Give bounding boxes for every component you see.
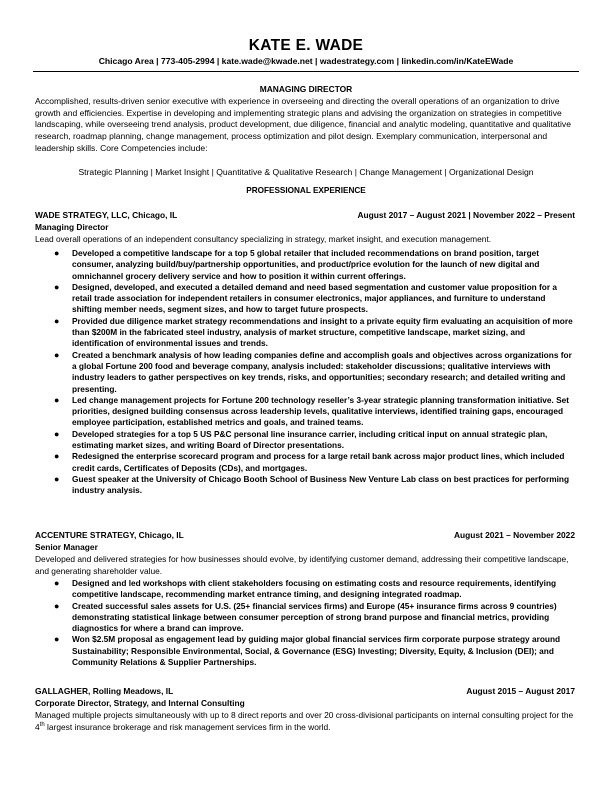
bullet-text: Developed strategies for a top 5 US P&C personal line insurance carrier, including critical input on annual strategic plan, estimating market sizes, and writing Board of Director presentations. bbox=[72, 428, 548, 451]
job-bullets bbox=[54, 578, 576, 668]
job-dates: August 2015 – August 2017 bbox=[466, 686, 575, 696]
bullet-text: Redesigned the enterprise scorecard program and process for a large retail bank across major product lines, which included credit cards, Certificates of Deposits (CDs), and mortgages. bbox=[72, 451, 565, 473]
list-item bbox=[54, 474, 576, 497]
list-item bbox=[54, 316, 576, 350]
job-header bbox=[35, 686, 575, 698]
summary-title: MANAGING DIRECTOR bbox=[259, 84, 353, 94]
bullet-icon: ● bbox=[54, 248, 60, 258]
bullet-text: Won $2.5M proposal as engagement lead by guiding major global financial services firm corporate purpose strategy around Sustainability; Responsible Environmental, Social, & Governance (ESG) Investing; Diversity, Equity, & Inclusion (DEI); and Community Relations & Supplier Partnerships. bbox=[72, 634, 561, 668]
ordinal-suffix: th bbox=[39, 721, 45, 728]
bullet-text: Created successful sales assets for U.S. (25+ financial services firms) and Europe (45+ insurance firms across 9 countries) demonstrating statistical linkage between consumer perception of strong brand purpose and financial metrics, providing diagnostics for where a brand can improve. bbox=[72, 600, 557, 634]
description-text: largest insurance brokerage and risk management services firm in the world. bbox=[44, 721, 331, 732]
job-company: GALLAGHER, Rolling Meadows, IL bbox=[35, 686, 174, 696]
bullet-icon: ● bbox=[54, 473, 60, 484]
job-dates: August 2017 – August 2021 | November 2022 – Present bbox=[357, 210, 575, 220]
header-divider bbox=[33, 71, 579, 72]
job-company: WADE STRATEGY, LLC, Chicago, IL bbox=[35, 210, 178, 220]
job-description: Lead overall operations of an independent consultancy specializing in strategy, market insight, and execution management. bbox=[35, 234, 492, 244]
core-competencies: Strategic Planning | Market Insight | Quantitative & Qualitative Research | Change Management | Organizational Design bbox=[78, 167, 534, 177]
bullet-icon: ● bbox=[54, 315, 60, 326]
job-description bbox=[35, 710, 580, 733]
bullet-icon: ● bbox=[54, 394, 60, 405]
job-role: Senior Manager bbox=[35, 542, 98, 552]
job-description: Developed and delivered strategies for how businesses should evolve, by identifying customer demand, addressing their competitive landscape, and generating shareholder value. bbox=[35, 554, 569, 576]
job-header bbox=[35, 530, 575, 542]
bullet-icon: ● bbox=[54, 634, 60, 645]
job-role: Corporate Director, Strategy, and Internal Consulting bbox=[35, 698, 245, 708]
bullet-icon: ● bbox=[54, 600, 60, 611]
bullet-text: Created a benchmark analysis of how leading companies define and accomplish goals and objectives across organizations for a global Fortune 200 food and beverage company, analysis included: stakeholder discussions; qualitative interviews with industry leaders to gather perspectives on key trends, risks, and opportunities; secondary research; and detailed writing and presenting. bbox=[72, 349, 572, 394]
list-item bbox=[54, 429, 576, 452]
list-item bbox=[54, 601, 576, 635]
candidate-name: KATE E. WADE bbox=[248, 37, 364, 54]
contact-line: Chicago Area | 773-405-2994 | kate.wade@kwade.net | wadestrategy.com | linkedin.com/in/KateEWade bbox=[98, 56, 514, 66]
bullet-text: Developed a competitive landscape for a top 5 global retailer that included recommendations on brand position, target consumer, analyzing build/buy/partnership opportunities, and product/price evolution for the launch of new digital and omnichannel grocery delivery service and how to position it within current offerings. bbox=[72, 248, 540, 281]
list-item bbox=[54, 451, 576, 474]
bullet-text: Designed and led workshops with client stakeholders focusing on estimating costs and resource requirements, identifying competitive landscape, recommending market entrance timing, and designing integrated roadmap. bbox=[72, 578, 557, 600]
list-item bbox=[54, 578, 576, 601]
list-item bbox=[54, 282, 576, 316]
bullet-text: Guest speaker at the University of Chicago Booth School of Business New Venture Lab class on best practices for performing industry analysis. bbox=[72, 473, 570, 496]
description-text: Managed multiple projects simultaneously with up to 8 direct reports and over 20 cross-divisional participants on internal consulting project for the 4 bbox=[35, 710, 574, 732]
job-dates: August 2021 – November 2022 bbox=[453, 530, 575, 540]
list-item bbox=[54, 634, 576, 668]
summary-paragraph: Accomplished, results-driven senior executive with experience in overseeing and directing the overall operations of an organization to drive growth and efficiencies. Expertise in developing and implementing strategic plans and advising the organization on strategies in competitive landscaping, while overseeing trend analysis, product development, due diligence, financial and analytic modeling, quantitative and qualitative research, roadmap planning, change management, process optimization and pilot design. Exemplary communication, interpersonal and leadership skills. Core Competencies include: bbox=[35, 96, 571, 153]
bullet-icon: ● bbox=[54, 281, 60, 292]
job-bullets bbox=[54, 248, 576, 497]
experience-section-title: PROFESSIONAL EXPERIENCE bbox=[246, 186, 366, 195]
bullet-text: Designed, developed, and executed a detailed demand and need based segmentation and customer value proposition for a retail trade association for independent retailers in consumer electronics, major appliances, and furniture to understand shifting member needs, segment sizes, and how to target future prospects. bbox=[72, 281, 558, 315]
list-item bbox=[54, 395, 576, 429]
bullet-text: Led change management projects for Fortune 200 technology reseller’s 3-year strategic planning transformation initiative. Set priorities, designed building consensus across leadership levels, qualitative interviews, identified training gaps, encouraged employee participation, established metrics and goals, and trained teams. bbox=[72, 394, 570, 428]
job-company: ACCENTURE STRATEGY, Chicago, IL bbox=[35, 530, 184, 540]
bullet-text: Provided due diligence market strategy recommendations and insight to a private equity firm evaluating an acquisition of more than $200M in the fabricated steel industry, analysis of market structure, competitive landscape, market sizing, and identification of environmental issues and trends. bbox=[72, 315, 573, 349]
bullet-icon: ● bbox=[54, 349, 60, 360]
bullet-icon: ● bbox=[54, 578, 60, 588]
bullet-icon: ● bbox=[54, 451, 60, 462]
job-header bbox=[35, 210, 575, 222]
list-item bbox=[54, 248, 576, 282]
job-role: Managing Director bbox=[35, 222, 109, 232]
bullet-icon: ● bbox=[54, 428, 60, 439]
list-item bbox=[54, 350, 576, 395]
